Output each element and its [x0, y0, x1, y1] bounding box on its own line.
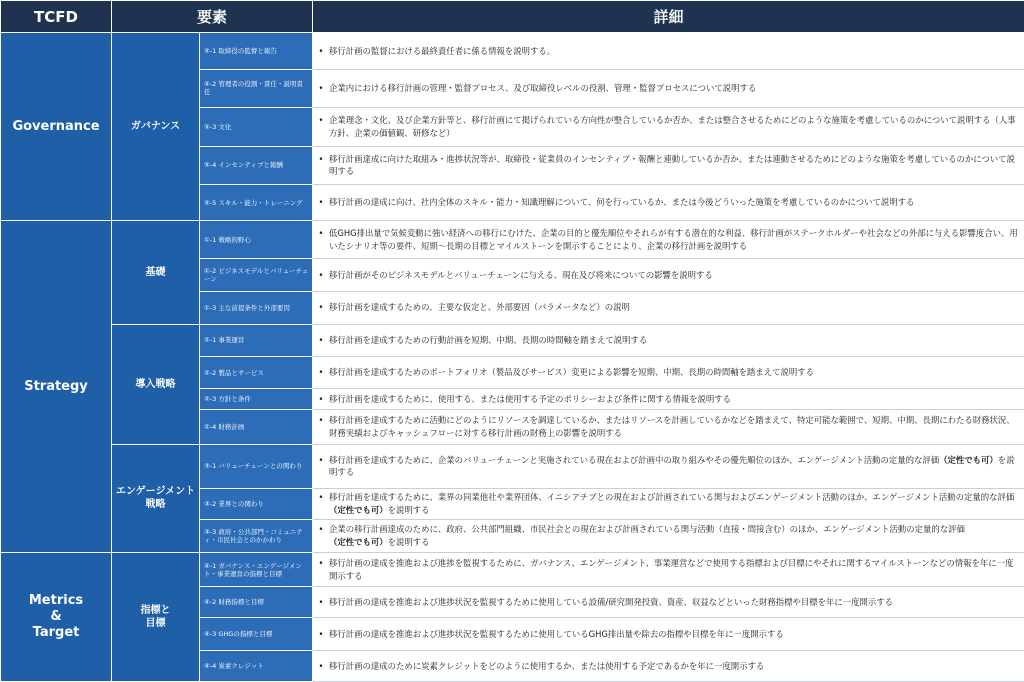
table-row — [1, 221, 1024, 259]
bullet-icon: • — [318, 660, 324, 671]
detail-cell: • 移行計画を達成するためのポートフォリオ（製品及びサービス）変更による影響を短期、中期、長期の時間軸を踏まえて説明する — [313, 357, 1024, 389]
bullet-icon: • — [318, 367, 324, 378]
table-row — [1, 553, 1024, 587]
item-label: ⑤-2 管理者の役割・責任・説明責任 — [200, 70, 313, 107]
bullet-icon: • — [318, 415, 324, 426]
item-label: ①-2 ビジネスモデルとバリューチェーン — [200, 259, 313, 291]
element-metrics: 指標と 目標 — [112, 553, 200, 682]
bullet-icon: • — [318, 83, 324, 94]
detail-cell: • 移行計画の監督における最終責任者に係る情報を説明する。 — [313, 33, 1024, 70]
detail-cell: • 移行計画の達成を推進および進捗状況を監視するために使用している設備/研究開発投資、資産、収益などといった財務指標や目標を年に一度開示する — [313, 587, 1024, 618]
element-foundation: 基礎 — [112, 221, 200, 325]
item-label: ④-1 ガバナンス・エンゲージメント・事業運営の指標と目標 — [200, 553, 313, 587]
detail-cell: • 移行計画を達成するために、使用する、または使用する予定のポリシーおよび条件に関する情報を説明する — [313, 389, 1024, 410]
item-label: ③-1 バリューチェーンとの関わり — [200, 444, 313, 488]
bullet-icon: • — [318, 393, 324, 404]
item-label: ③-3 政府・公共部門・コミュニティ・市民社会とのかかわり — [200, 519, 313, 552]
detail-cell: • 移行計画達成に向けた取組み・進捗状況等が、取締役・従業員のインセンティブ・報酬と連動しているか否か、または連動させるためにどのような施策を考慮しているのかについて説明する — [313, 146, 1024, 184]
bullet-icon: • — [318, 197, 324, 208]
bullet-icon: • — [318, 335, 324, 346]
item-label: ⑤-1 取締役の監督と報告 — [200, 33, 313, 70]
detail-cell: • 移行計画がそのビジネスモデルとバリューチェーンに与える、現在及び将来についての影響を説明する — [313, 259, 1024, 291]
item-label: ①-1 戦略的野心 — [200, 221, 313, 259]
detail-cell: • 企業の移行計画達成のために、政府、公共部門組織、市民社会との現在および計画されている関与活動（直接・間接含む）のほか、エンゲージメント活動の定量的な評価（定性でも可）を説明する — [313, 519, 1024, 552]
header-element: 要素 — [112, 1, 313, 33]
bullet-icon: • — [318, 454, 324, 465]
bullet-icon: • — [318, 228, 324, 239]
item-label: ⑤-3 文化 — [200, 107, 313, 146]
detail-cell: • 移行計画の達成のために炭素クレジットをどのように使用するか、または使用する予定であるかを年に一度開示する — [313, 650, 1024, 681]
detail-cell: • 移行計画を達成するための行動計画を短期、中期、長期の時間軸を踏まえて説明する — [313, 324, 1024, 356]
category-metrics: Metrics & Target — [1, 553, 112, 682]
detail-cell: • 低GHG排出量で気候変動に強い経済への移行にむけた、企業の目的と優先順位やそれらが有する潜在的な利益、移行計画がステークホルダーや社会などの外部に与える影響度合い、用いたシナリオ等の要件、短期～長期の目標とマイルストーンを開示することにより、企業の移行計画を説明する — [313, 221, 1024, 259]
item-label: ④-2 財務指標と目標 — [200, 587, 313, 618]
item-label: ②-4 財務計画 — [200, 410, 313, 444]
table-row — [1, 324, 1024, 356]
item-label: ②-3 方針と条件 — [200, 389, 313, 410]
table-row — [1, 444, 1024, 488]
detail-cell: • 移行計画を達成するために、業界の同業他社や業界団体、イニシアチブとの現在および計画されている関与およびエンゲージメント活動のほか、エンゲージメント活動の定量的な評価（定性でも可）を説明する — [313, 488, 1024, 519]
bullet-icon: • — [318, 597, 324, 608]
bullet-icon: • — [318, 153, 324, 164]
item-label: ①-3 主な前提条件と外部要因 — [200, 291, 313, 324]
item-label: ③-2 業界との関わり — [200, 488, 313, 519]
bullet-icon: • — [318, 115, 324, 126]
element-implementation: 導入戦略 — [112, 324, 200, 444]
item-label: ④-4 炭素クレジット — [200, 650, 313, 681]
item-label: ②-2 製品とサービス — [200, 357, 313, 389]
detail-cell: • 企業内における移行計画の管理・監督プロセス、及び取締役レベルの役割、管理・監督プロセスについて説明する — [313, 70, 1024, 107]
detail-cell: • 移行計画を達成するために、企業のバリューチェーンと実施されている現在および計画中の取り組みやその優先順位のほか、エンゲージメント活動の定量的な評価（定性でも可）を説明する — [313, 444, 1024, 488]
bullet-icon: • — [318, 524, 324, 535]
item-label: ②-1 事業運営 — [200, 324, 313, 356]
element-engagement: エンゲージメント 戦略 — [112, 444, 200, 553]
item-label: ④-3 GHGの指標と目標 — [200, 618, 313, 650]
detail-cell: • 移行計画の達成に向け、社内全体のスキル・能力・知識理解について、何を行っているか、または今後どういった施策を考慮しているのかについて説明する — [313, 185, 1024, 221]
bullet-icon: • — [318, 269, 324, 280]
detail-cell: • 企業理念・文化、及び企業方針等と、移行計画にて掲げられている方向性が整合しているか否か、または整合させるためにどのような施策を考慮しているのかについて説明する（人事方針、企業の価値観、研修など） — [313, 107, 1024, 146]
detail-cell: • 移行計画を達成するために活動にどのようにリソースを調達しているか、またはリソースを計画しているかなどを踏まえて、特定可能な範囲で、短期、中期、長期にわたる財務状況、財務実績およびキャッシュフローに対する移行計画の財務上の影響を説明する — [313, 410, 1024, 444]
bullet-icon: • — [318, 628, 324, 639]
item-label: ⑤-5 スキル・能力・トレーニング — [200, 185, 313, 221]
category-governance: Governance — [1, 33, 112, 221]
bullet-icon: • — [318, 302, 324, 313]
header-tcfd: TCFD — [1, 1, 112, 33]
element-governance: ガバナンス — [112, 33, 200, 221]
category-strategy: Strategy — [1, 221, 112, 553]
bullet-icon: • — [318, 492, 324, 503]
table-row — [1, 33, 1024, 70]
detail-cell: • 移行計画を達成するための、主要な仮定と、外部要因（パラメータなど）の説明 — [313, 291, 1024, 324]
detail-cell: • 移行計画の達成を推進および進捗状況を監視するために使用しているGHG排出量や除去の指標や目標を年に一度開示する — [313, 618, 1024, 650]
bullet-icon: • — [318, 558, 324, 569]
item-label: ⑤-4 インセンティブと報酬 — [200, 146, 313, 184]
bullet-icon: • — [318, 45, 324, 56]
header-row — [1, 1, 1024, 33]
detail-cell: • 移行計画の達成を推進および進捗を監視するために、ガバナンス、エンゲージメント、事業運営などで使用する指標および目標にやそれに関するマイルストーンなどの情報を年に一度開示する — [313, 553, 1024, 587]
header-detail: 詳細 — [313, 1, 1024, 33]
